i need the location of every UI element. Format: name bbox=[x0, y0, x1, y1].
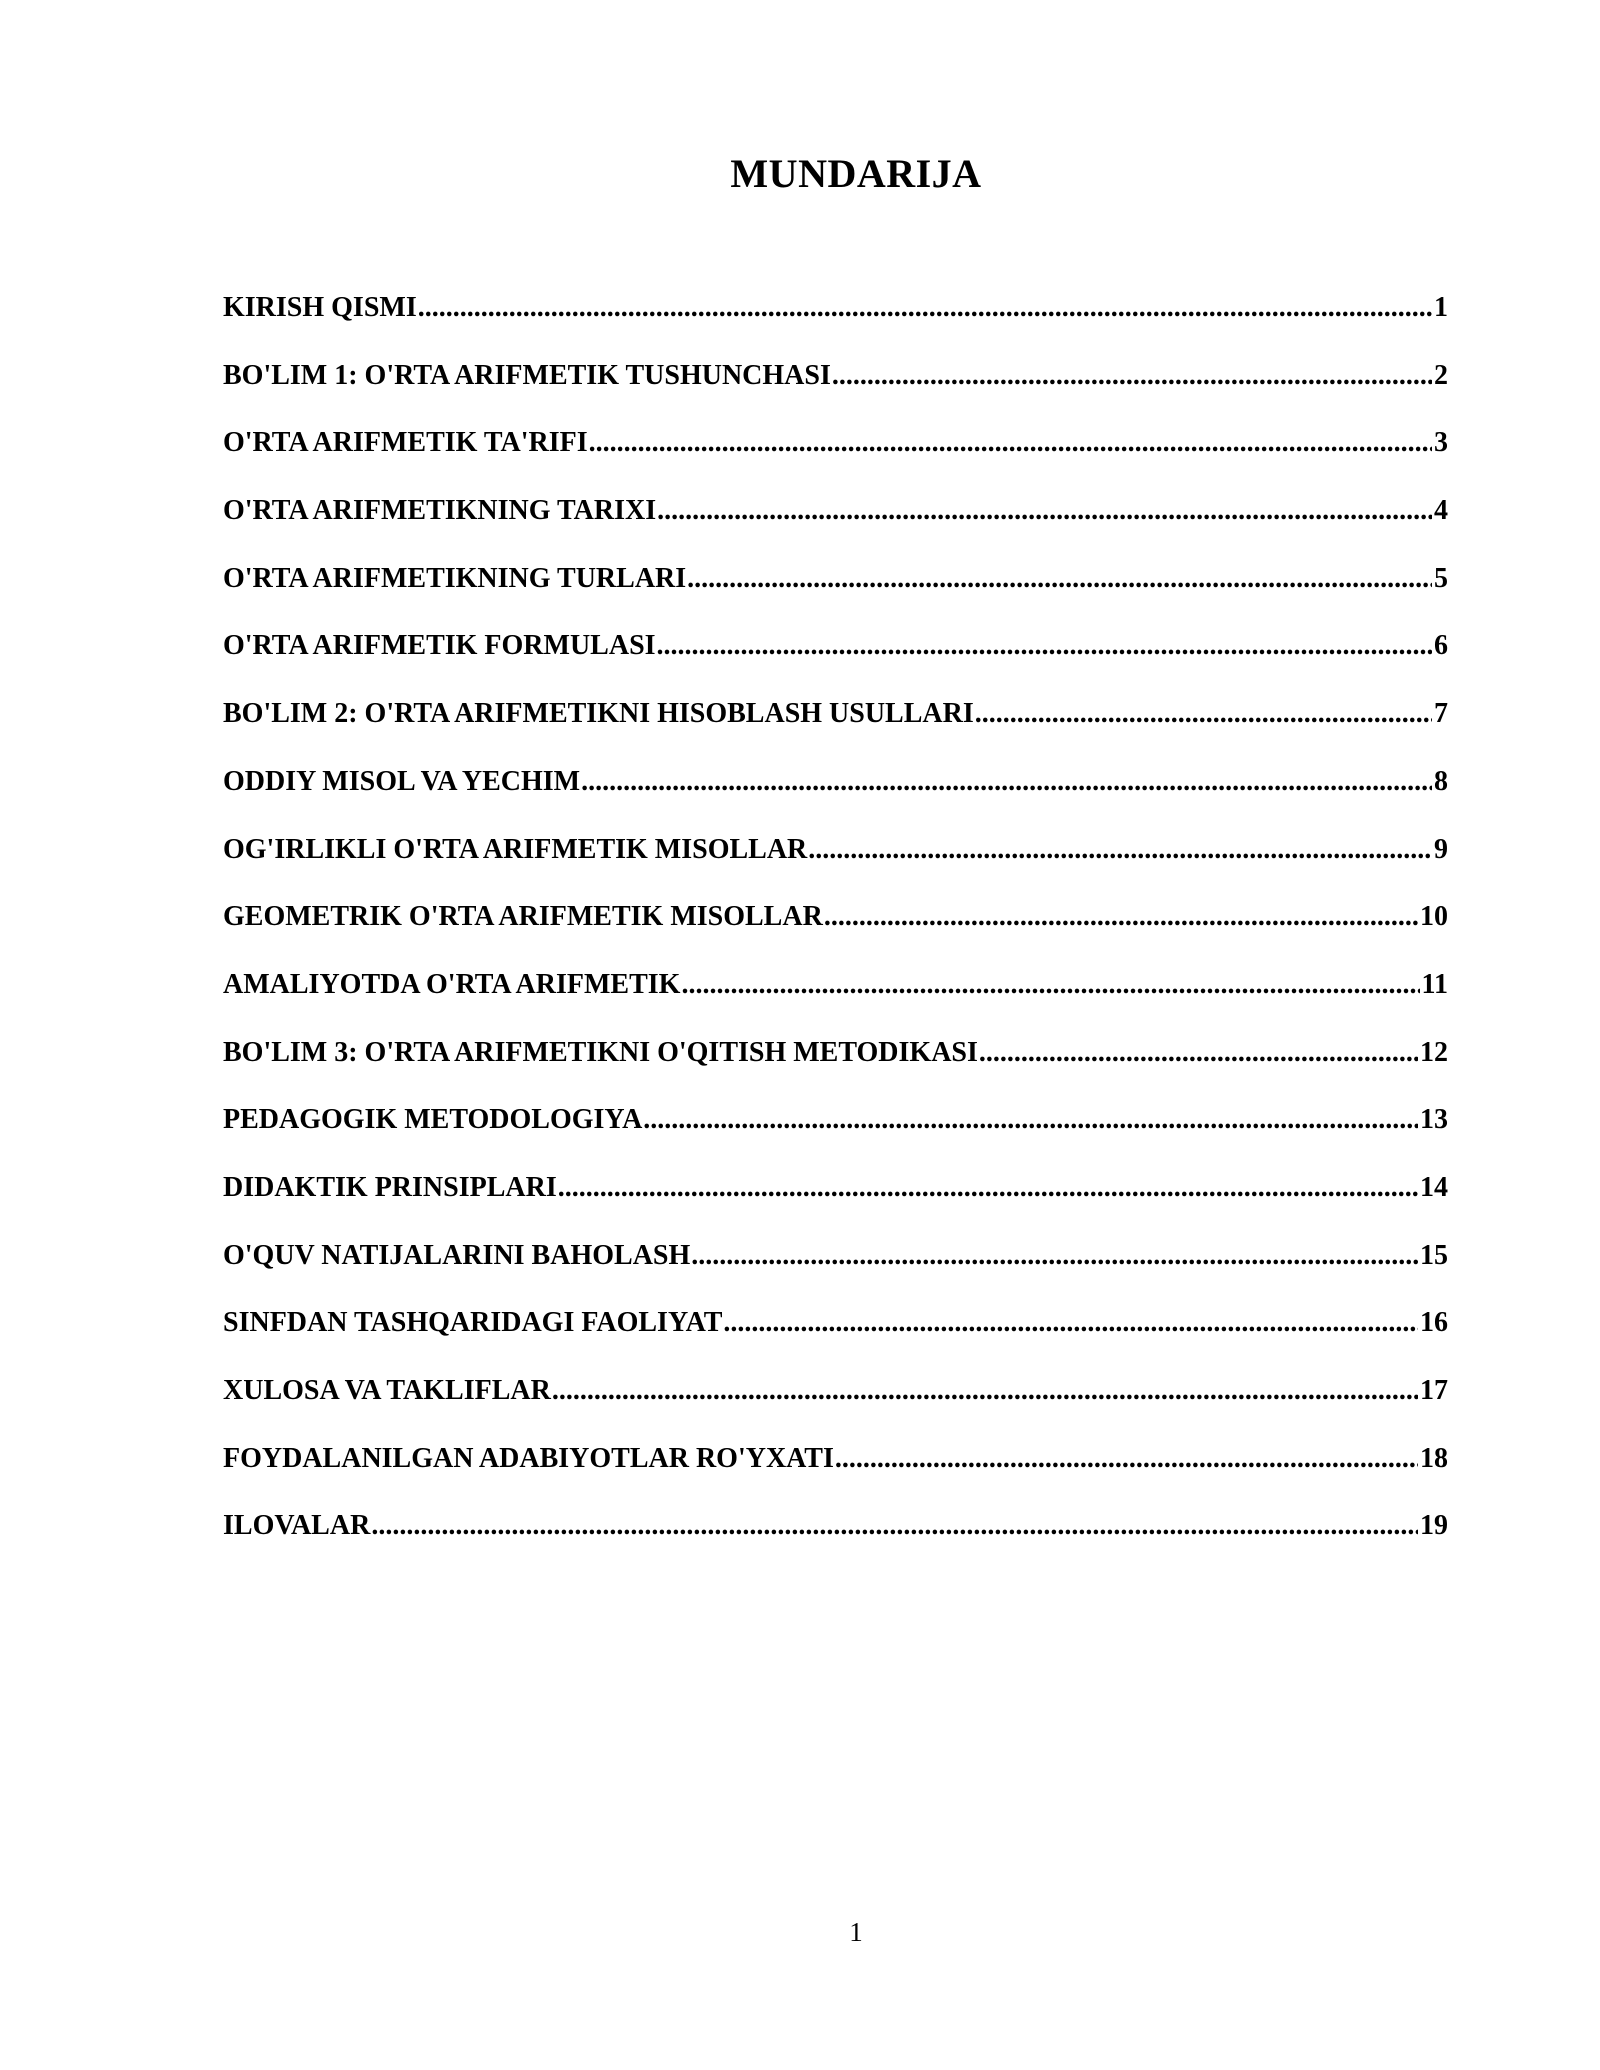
toc-entry-label: AMALIYOTDA O'RTA ARIFMETIK bbox=[223, 968, 681, 1000]
toc-dot-leader bbox=[723, 1307, 1418, 1339]
toc-entry-page: 9 bbox=[1434, 833, 1448, 865]
toc-dot-leader bbox=[691, 1240, 1418, 1272]
toc-entry-label: O'QUV NATIJALARINI BAHOLASH bbox=[223, 1239, 691, 1271]
toc-entry[interactable] bbox=[223, 1443, 1448, 1511]
toc-entry-page: 10 bbox=[1420, 901, 1448, 933]
table-of-contents bbox=[223, 292, 1448, 1578]
toc-entry-page: 17 bbox=[1420, 1375, 1448, 1406]
toc-entry[interactable] bbox=[223, 360, 1448, 428]
toc-entry-label: ILOVALAR bbox=[223, 1510, 371, 1542]
toc-entry-label: KIRISH QISMI bbox=[223, 292, 417, 323]
page-number: 1 bbox=[849, 1917, 863, 1947]
toc-dot-leader bbox=[558, 1172, 1418, 1204]
toc-entry-page: 8 bbox=[1434, 765, 1448, 797]
toc-entry[interactable] bbox=[223, 630, 1448, 698]
toc-entry-page: 12 bbox=[1420, 1036, 1448, 1068]
toc-entry-label: BO'LIM 1: O'RTA ARIFMETIK TUSHUNCHASI bbox=[223, 359, 831, 391]
toc-entry-label: BO'LIM 3: O'RTA ARIFMETIKNI O'QITISH METODIKASI bbox=[223, 1036, 978, 1068]
toc-entry[interactable] bbox=[223, 563, 1448, 631]
toc-entry-label: O'RTA ARIFMETIKNING TURLARI bbox=[223, 562, 687, 594]
toc-entry[interactable] bbox=[223, 901, 1448, 969]
toc-dot-leader bbox=[418, 292, 1432, 324]
toc-entry-label: ODDIY MISOL VA YECHIM bbox=[223, 765, 581, 797]
toc-entry[interactable] bbox=[223, 969, 1448, 1037]
toc-entry-label: BO'LIM 2: O'RTA ARIFMETIKNI HISOBLASH USULLARI bbox=[223, 698, 974, 730]
toc-entry-label: O'RTA ARIFMETIKNING TARIXI bbox=[223, 495, 657, 527]
toc-dot-leader bbox=[681, 969, 1419, 1001]
toc-entry-page: 14 bbox=[1420, 1171, 1448, 1203]
toc-entry-page: 18 bbox=[1420, 1442, 1448, 1474]
toc-dot-leader bbox=[371, 1510, 1418, 1542]
page-title: MUNDARIJA bbox=[730, 151, 982, 196]
toc-entry[interactable] bbox=[223, 766, 1448, 834]
toc-dot-leader bbox=[589, 427, 1432, 459]
toc-entry-label: SINFDAN TASHQARIDAGI FAOLIYAT bbox=[223, 1307, 723, 1339]
toc-entry-page: 13 bbox=[1420, 1104, 1448, 1136]
toc-dot-leader bbox=[552, 1375, 1418, 1407]
toc-entry[interactable] bbox=[223, 1172, 1448, 1240]
toc-dot-leader bbox=[657, 630, 1432, 662]
toc-dot-leader bbox=[975, 698, 1432, 730]
toc-entry-page: 2 bbox=[1434, 359, 1448, 391]
toc-dot-leader bbox=[808, 834, 1432, 866]
toc-entry-label: OG'IRLIKLI O'RTA ARIFMETIK MISOLLAR bbox=[223, 833, 808, 865]
toc-entry-page: 3 bbox=[1434, 427, 1448, 459]
toc-entry[interactable] bbox=[223, 1307, 1448, 1375]
toc-entry-page: 1 bbox=[1434, 292, 1448, 323]
toc-entry[interactable] bbox=[223, 1375, 1448, 1443]
toc-entry-page: 15 bbox=[1420, 1239, 1448, 1271]
toc-dot-leader bbox=[979, 1037, 1418, 1069]
toc-entry-label: O'RTA ARIFMETIK FORMULASI bbox=[223, 630, 656, 662]
toc-dot-leader bbox=[835, 1443, 1418, 1475]
toc-entry[interactable] bbox=[223, 698, 1448, 766]
toc-entry-label: GEOMETRIK O'RTA ARIFMETIK MISOLLAR bbox=[223, 901, 823, 933]
toc-entry[interactable] bbox=[223, 292, 1448, 360]
toc-entry-page: 5 bbox=[1434, 562, 1448, 594]
toc-entry-label: XULOSA VA TAKLIFLAR bbox=[223, 1375, 551, 1406]
toc-entry[interactable] bbox=[223, 495, 1448, 563]
toc-dot-leader bbox=[657, 495, 1432, 527]
toc-entry-label: PEDAGOGIK METODOLOGIYA bbox=[223, 1104, 643, 1136]
toc-entry-page: 7 bbox=[1434, 698, 1448, 730]
toc-entry[interactable] bbox=[223, 1510, 1448, 1578]
toc-entry-label: FOYDALANILGAN ADABIYOTLAR RO'YXATI bbox=[223, 1442, 834, 1474]
toc-entry-label: DIDAKTIK PRINSIPLARI bbox=[223, 1171, 557, 1203]
toc-entry-page: 11 bbox=[1421, 968, 1448, 1000]
toc-entry-page: 19 bbox=[1420, 1510, 1448, 1542]
toc-entry-page: 6 bbox=[1434, 630, 1448, 662]
toc-entry[interactable] bbox=[223, 834, 1448, 902]
toc-entry[interactable] bbox=[223, 1240, 1448, 1308]
toc-entry[interactable] bbox=[223, 1104, 1448, 1172]
toc-dot-leader bbox=[824, 901, 1418, 933]
toc-entry-label: O'RTA ARIFMETIK TA'RIFI bbox=[223, 427, 588, 459]
toc-entry[interactable] bbox=[223, 1037, 1448, 1105]
toc-entry-page: 16 bbox=[1420, 1307, 1448, 1339]
toc-dot-leader bbox=[687, 563, 1432, 595]
toc-dot-leader bbox=[832, 360, 1432, 392]
toc-entry-page: 4 bbox=[1434, 495, 1448, 527]
toc-dot-leader bbox=[581, 766, 1432, 798]
toc-dot-leader bbox=[643, 1104, 1418, 1136]
toc-entry[interactable] bbox=[223, 427, 1448, 495]
